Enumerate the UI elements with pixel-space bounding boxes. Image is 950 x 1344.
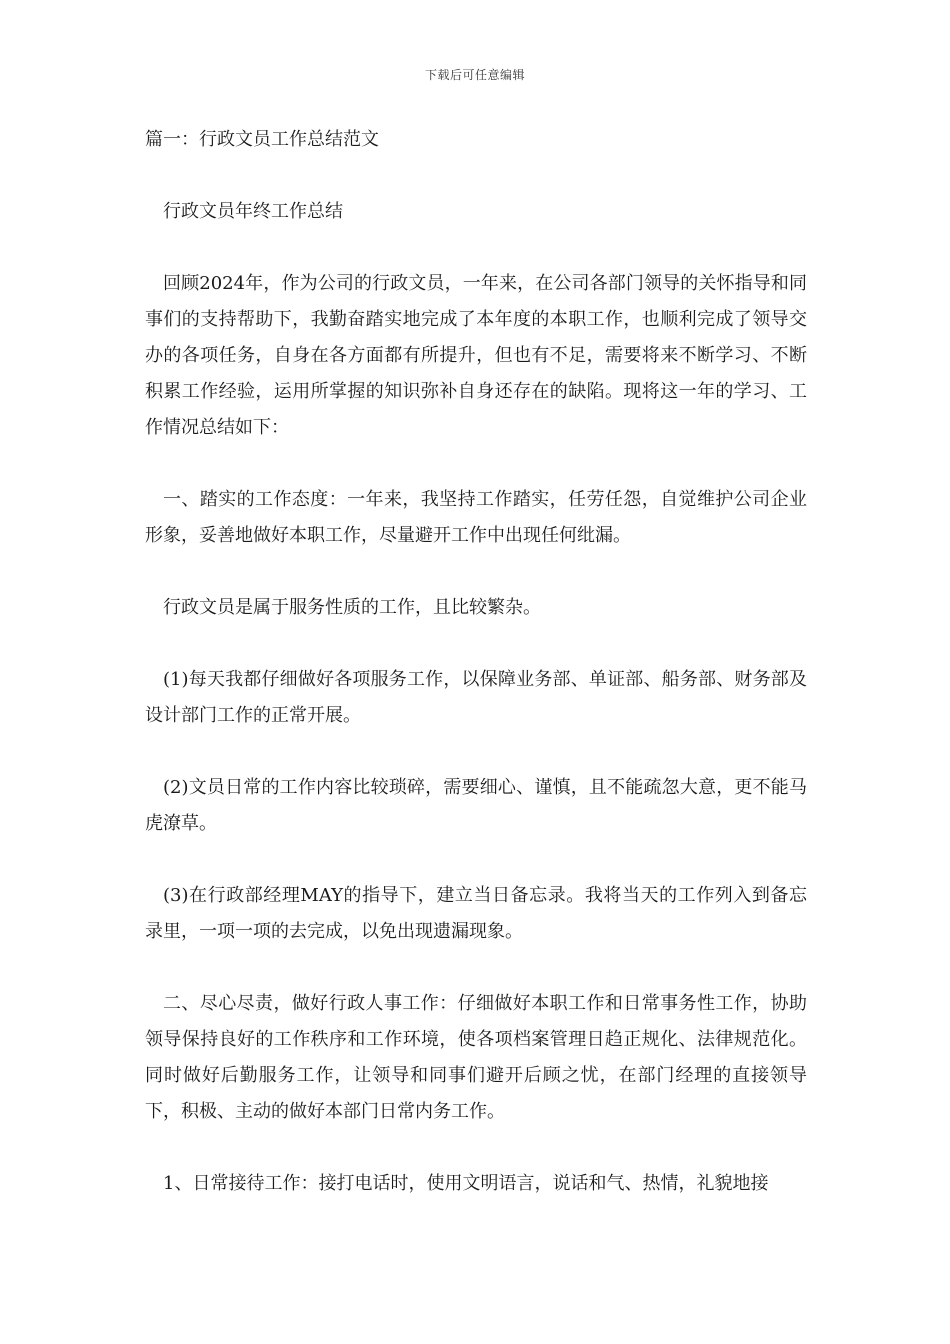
paragraph: 1、日常接待工作：接打电话时，使用文明语言，说话和气、热情，礼貌地接 — [163, 1173, 769, 1194]
paragraph: (3)在行政部经理MAY的指导下，建立当日备忘录。我将当天的工作列入到备忘录里，一项一项的去完成，以免出现遗漏现象。 — [145, 885, 807, 942]
paragraph: (1)每天我都仔细做好各项服务工作，以保障业务部、单证部、船务部、财务部及设计部门工作的正常开展。 — [145, 669, 807, 726]
paragraph: 行政文员是属于服务性质的工作，且比较繁杂。 — [163, 597, 541, 618]
paragraph: 回顾2024年，作为公司的行政文员，一年来，在公司各部门领导的关怀指导和同事们的支持帮助下，我勤奋踏实地完成了本年度的本职工作，也顺利完成了领导交办的各项任务，自身在各方面都有所提升，但也有不足，需要将来不断学习、不断积累工作经验，运用所掌握的知识弥补自身还存在的缺陷。现将这一年的学习、工作情况总结如下： — [145, 273, 807, 438]
paragraph: (2)文员日常的工作内容比较琐碎，需要细心、谨慎，且不能疏忽大意，更不能马虎潦草。 — [145, 777, 807, 834]
document-body — [145, 122, 807, 1238]
paragraph: 一、踏实的工作态度：一年来，我坚持工作踏实，任劳任怨，自觉维护公司企业形象，妥善地做好本职工作，尽量避开工作中出现任何纰漏。 — [145, 489, 807, 546]
document-subtitle: 行政文员年终工作总结 — [163, 201, 343, 222]
page-header-note: 下载后可任意编辑 — [424, 68, 525, 82]
document-title: 篇一：行政文员工作总结范文 — [145, 129, 379, 150]
paragraph: 二、尽心尽责，做好行政人事工作：仔细做好本职工作和日常事务性工作，协助领导保持良好的工作秩序和工作环境，使各项档案管理日趋正规化、法律规范化。同时做好后勤服务工作，让领导和同事们避开后顾之忧，在部门经理的直接领导下，积极、主动的做好本部门日常内务工作。 — [145, 993, 807, 1122]
